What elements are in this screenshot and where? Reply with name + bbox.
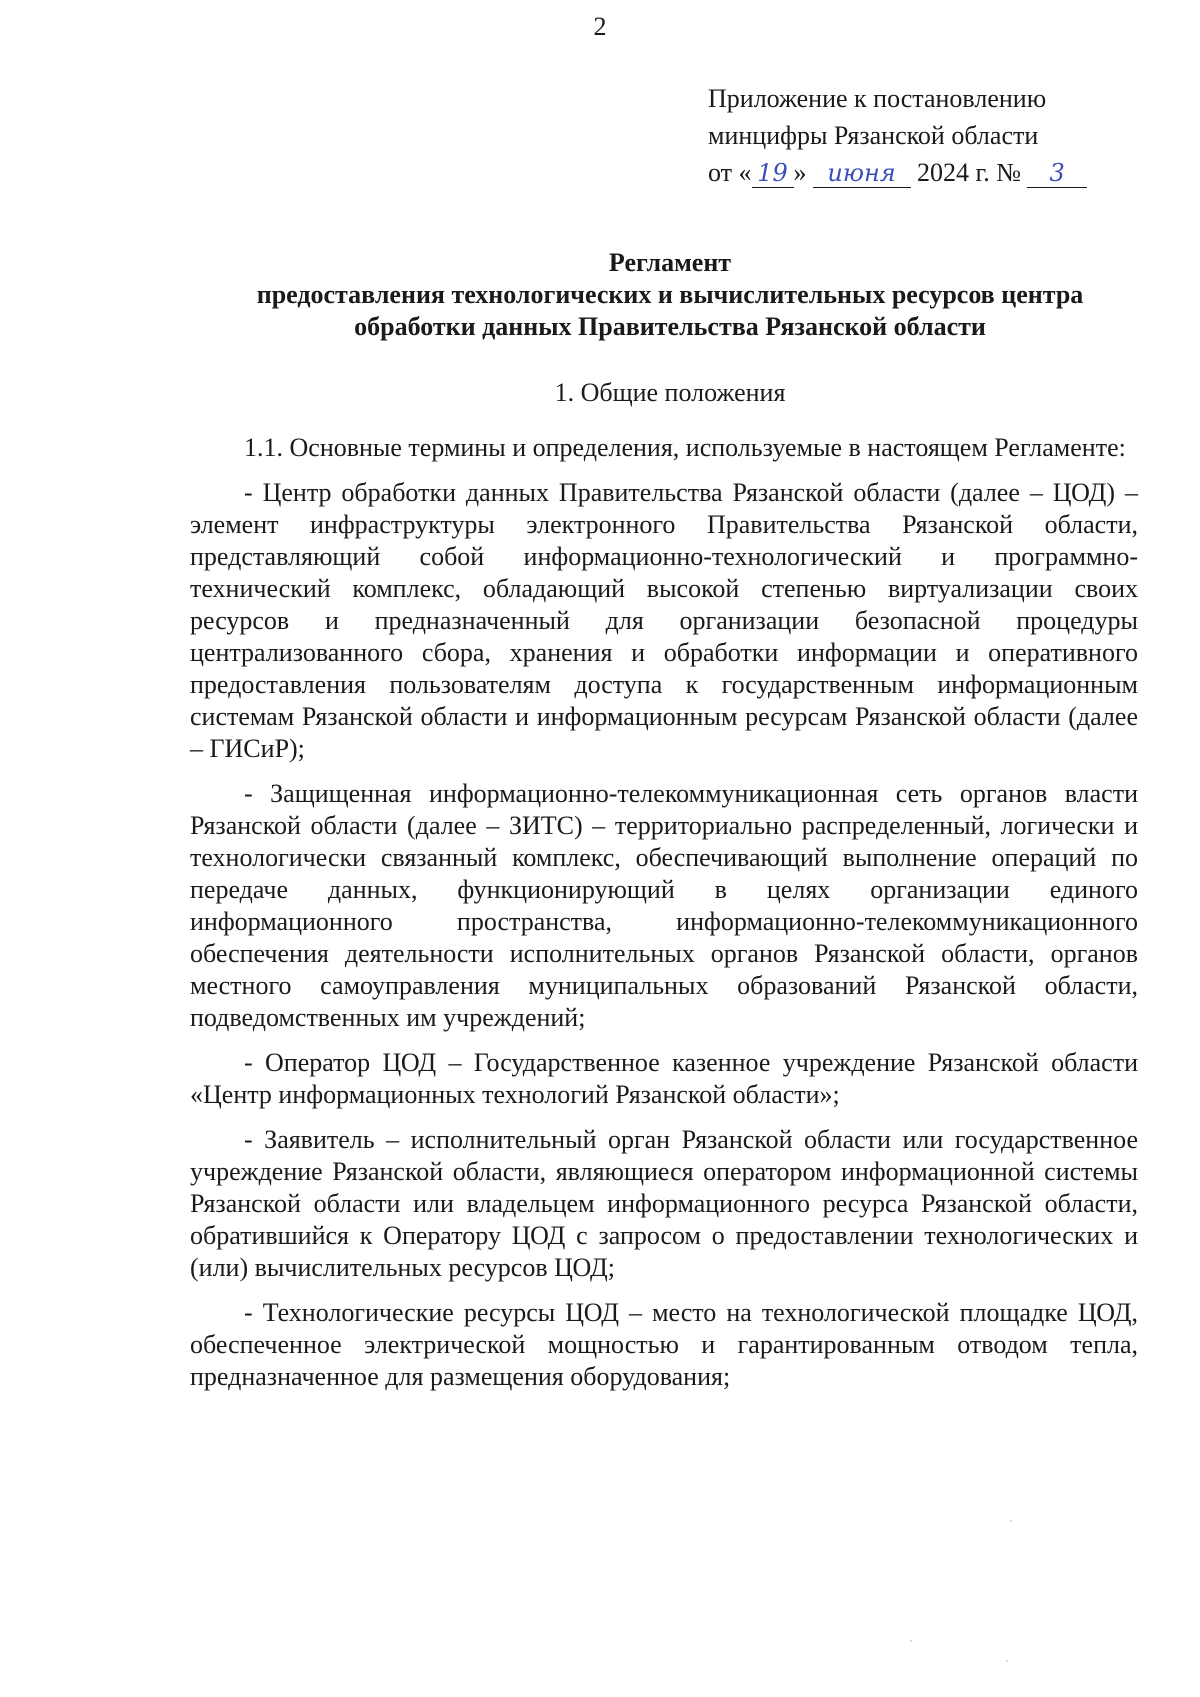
title-line-2: предоставления технологических и вычислительных ресурсов центра — [256, 280, 1084, 309]
scan-speck — [1010, 1520, 1012, 1522]
document-body — [190, 432, 1138, 1406]
appendix-header — [708, 80, 1087, 191]
handwritten-month: июня — [827, 159, 896, 187]
title-line-1: Регламент — [608, 248, 732, 277]
section-heading: 1. Общие положения — [554, 378, 786, 407]
date-day-field — [752, 159, 794, 188]
scan-speck — [1006, 1660, 1008, 1662]
paragraph-cod-definition: - Центр обработки данных Правительства Рязанской области (далее – ЦОД) – элемент инфраструктуры электронного Правительства Рязанской области, представляющий собой информационно-технологический и программно-технический комплекс, обладающий высокой степенью виртуализации своих ресурсов и предназначенный для организации безопасной процедуры централизованного сбора, хранения и обработки информации и оперативного предоставления пользователям доступа к государственным информационным системам Рязанской области и информационным ресурсам Рязанской области (далее – ГИСиР); — [190, 478, 1138, 763]
paragraph-applicant-definition: - Заявитель – исполнительный орган Рязанской области или государственное учреждение Рязанской области, являющиеся оператором информационной системы Рязанской области или владельцем информационного ресурса Рязанской области, обратившийся к Оператору ЦОД с запросом о предоставлении технологических и (или) вычислительных ресурсов ЦОД; — [190, 1125, 1138, 1282]
document-title — [190, 247, 1150, 343]
handwritten-number: 3 — [1049, 159, 1065, 187]
appendix-line-1: Приложение к постановлению — [708, 84, 1047, 113]
title-line-3: обработки данных Правительства Рязанской области — [354, 312, 986, 341]
paragraph-tech-resources-definition: - Технологические ресурсы ЦОД – место на технологической площадке ЦОД, обеспеченное электрической мощностью и гарантированным отводом тепла, предназначенное для размещения оборудования; — [190, 1298, 1138, 1391]
paragraph-zits-definition: - Защищенная информационно-телекоммуникационная сеть органов власти Рязанской области (далее – ЗИТС) – территориально распределенный, логически и технологически связанный комплекс, обеспечивающий выполнение операций по передаче данных, функционирующий в целях организации единого информационного пространства, информационно-телекоммуникационного обеспечения деятельности исполнительных органов Рязанской области, органов местного самоуправления муниципальных образований Рязанской области, подведомственных им учреждений; — [190, 779, 1138, 1032]
paragraph-terms-intro: 1.1. Основные термины и определения, используемые в настоящем Регламенте: — [244, 433, 1126, 462]
appendix-date-line — [708, 154, 1087, 191]
appendix-year-text: 2024 г. № — [917, 158, 1022, 187]
appendix-quote-close: » — [793, 158, 807, 187]
page-number: 2 — [593, 12, 607, 41]
paragraph-operator-definition: - Оператор ЦОД – Государственное казенное учреждение Рязанской области «Центр информационных технологий Рязанской области»; — [190, 1048, 1138, 1109]
scan-speck — [910, 1640, 912, 1642]
document-number-field — [1027, 159, 1087, 188]
date-month-field — [813, 159, 911, 188]
handwritten-day: 19 — [757, 159, 788, 187]
appendix-date-prefix: от « — [708, 158, 752, 187]
appendix-line-2: минцифры Рязанской области — [708, 121, 1039, 150]
